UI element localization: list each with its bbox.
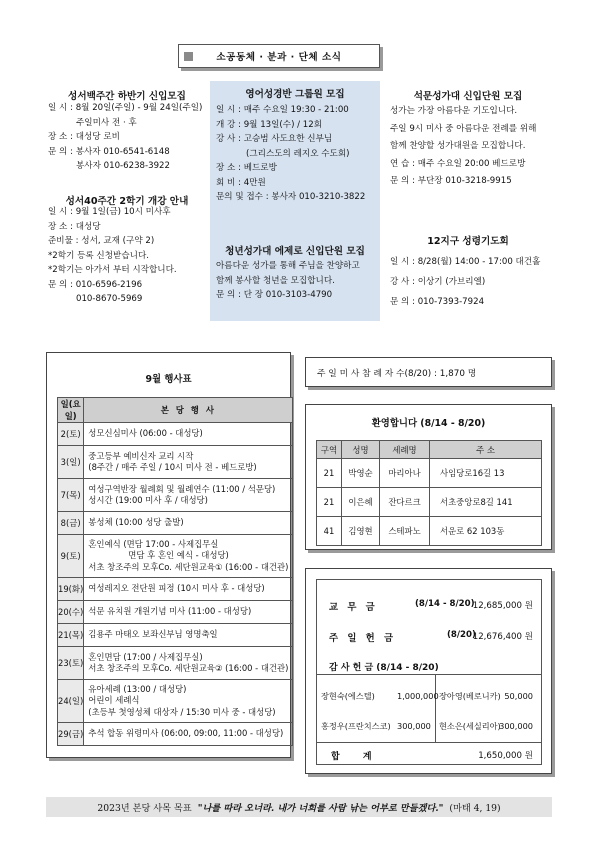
- schedule-day: 2(토): [58, 423, 84, 446]
- table-row: [58, 578, 293, 601]
- footer-prefix: 2023년 본당 사목 목표: [97, 803, 192, 814]
- thanks-donor-amount: 300,000: [499, 721, 533, 731]
- schedule-event-line: 유아세례 (13:00 / 대성당): [88, 683, 187, 694]
- info-line: 주일미사 전 · 후: [76, 117, 137, 128]
- collection-amount: 12,685,000 원: [472, 601, 533, 611]
- schedule-day: 21(목): [58, 624, 84, 647]
- welcome-title: 환영합니다 (8/14 - 8/20): [371, 418, 486, 429]
- table-row: [58, 446, 293, 479]
- info-line: 성가는 가장 아름다운 기도입니다.: [390, 106, 518, 116]
- schedule-day: 23(토): [58, 647, 84, 680]
- schedule-day: 8(금): [58, 512, 84, 535]
- english-bible-title: 영어성경반 그룹원 모집: [245, 89, 345, 100]
- divider: [317, 674, 541, 675]
- cell-address: 서초중앙로8길 141: [430, 488, 542, 517]
- welcome-panel: [305, 404, 552, 550]
- info-line: 아름다운 성가를 통해 주님을 찬양하고: [216, 261, 360, 271]
- info-line: 문의 및 접수 : 봉사자 010-3210-3822: [216, 192, 366, 202]
- schedule-event-line: 서초 창조주의 모후Co. 세단원교육② (16:00 - 대건관): [88, 663, 289, 673]
- footer-quote: "나를 따라 오너라. 내가 너희를 사람 낚는 어부로 만들겠다.": [197, 803, 444, 814]
- cell-district: 21: [317, 459, 342, 488]
- district12-title: 12지구 성령기도회: [427, 236, 509, 247]
- square-bullet-icon: [184, 52, 193, 61]
- schedule-event-line: 성모신심미사 (06:00 - 대성당): [88, 428, 203, 439]
- table-header-row: [58, 398, 293, 423]
- schedule-event-line: 김용주 마태오 보좌신부님 영명축일: [88, 629, 218, 640]
- schedule-day: 19(화): [58, 578, 84, 601]
- info-line: 010-8670-5969: [76, 294, 143, 304]
- info-line: 강 사 : 고승범 사도요한 신부님: [216, 134, 333, 144]
- info-line: 문 의 : 010-7393-7924: [390, 297, 485, 307]
- table-row: [58, 680, 293, 723]
- schedule-event: [84, 479, 293, 512]
- info-line: *2학기는 아가서 부터 시작합니다.: [48, 265, 177, 275]
- schedule-table: [57, 397, 293, 746]
- cell-address: 사임당로16길 13: [430, 459, 542, 488]
- schedule-day: 20(수): [58, 601, 84, 624]
- schedule-event: [84, 578, 293, 601]
- info-line: 일 시 : 8월 20일(주일) - 9월 24일(주일): [48, 103, 203, 113]
- offerings-table: [316, 579, 542, 765]
- info-line: 문 의 : 010-6596-2196: [48, 279, 143, 290]
- thanks-donor-amount: 1,000,000: [397, 691, 439, 701]
- col-day-header: 일(요일): [58, 398, 84, 423]
- footer-banner: [46, 797, 552, 817]
- table-row: [58, 624, 293, 647]
- schedule-panel: [46, 352, 291, 758]
- cell-name: 김영현: [342, 517, 380, 546]
- info-line: 일 시 : 8/28(월) 14:00 - 17:00 대건홀: [390, 257, 541, 267]
- schedule-event-line: 혼인면담 (17:00 / 사제집무실): [88, 651, 203, 662]
- divider: [435, 674, 436, 742]
- info-line: 문 의 : 부단장 010-3218-9915: [390, 176, 512, 186]
- divider: [317, 742, 541, 743]
- thanks-donor-name: 홍정우(프란치스코): [321, 721, 391, 731]
- schedule-day: 7(목): [58, 479, 84, 512]
- schedule-event: [84, 624, 293, 647]
- attendance-label: 주 일 미 사 참 례 자 수(8/20) : 1,870 명: [317, 368, 477, 379]
- schedule-event-line: 성시간 (19:00 미사 후 / 대성당): [88, 495, 208, 505]
- sunday-period: (8/20): [447, 630, 476, 640]
- collection-label: 교 무 금: [329, 602, 378, 613]
- cell-address: 서운로 62 103동: [430, 517, 542, 546]
- cell-district: 41: [317, 517, 342, 546]
- thanks-title: 감 사 헌 금 (8/14 - 8/20): [329, 663, 439, 673]
- table-row: [58, 601, 293, 624]
- schedule-event: [84, 446, 293, 479]
- schedule-day: 9(토): [58, 535, 84, 578]
- section-header: [178, 44, 380, 68]
- info-line: 함께 봉사할 청년을 모집합니다.: [216, 275, 335, 286]
- info-line: 개 강 : 9월 13일(수) / 12회: [216, 119, 323, 130]
- schedule-day: 24(일): [58, 680, 84, 723]
- col-baptismal-header: 세례명: [380, 441, 430, 459]
- col-district-header: 구역: [317, 441, 342, 459]
- thanks-donor-name: 장현숙(에스텔): [321, 691, 375, 701]
- schedule-event-line: 여성레지오 전단원 피정 (10시 미사 후 - 대성당): [88, 583, 265, 594]
- collection-period: (8/14 - 8/20): [415, 599, 475, 609]
- district12-info: [390, 252, 540, 312]
- welcome-table: [316, 440, 542, 546]
- schedule-event-line: 혼인예식 (면담 17:00 - 사제집무실: [88, 538, 219, 549]
- cell-baptismal: 잔다르크: [380, 488, 430, 517]
- info-line: 장 소 : 베드로방: [216, 163, 277, 173]
- cell-baptismal: 스테파노: [380, 517, 430, 546]
- offerings-panel: [305, 568, 552, 774]
- youth-choir-title: 청년성가대 에제로 신입단원 모집: [225, 246, 365, 257]
- schedule-event-line: 봉성체 (10:00 성당 출발): [88, 517, 184, 528]
- schedule-event: [84, 601, 293, 624]
- schedule-event-line: (초등부 첫영성체 대상자 / 15:30 미사 중 - 대성당): [88, 706, 276, 717]
- schedule-day: 3(일): [58, 446, 84, 479]
- schedule-event-line: (8주간 / 매주 주일 / 10시 미사 전 - 베드로방): [88, 462, 257, 472]
- thanks-donor-name: 장아영(베로니카): [439, 691, 501, 701]
- schedule-title: 9월 행사표: [145, 374, 192, 385]
- schedule-event-line: 어린이 세례식: [88, 695, 140, 706]
- info-line: 장 소 : 대성당 로비: [48, 132, 120, 142]
- footer-ref: (마태 4, 19): [449, 803, 501, 814]
- schedule-event-line: 추석 합동 위령미사 (06:00, 09:00, 11:00 - 대성당): [88, 728, 284, 739]
- info-line: 회 비 : 4만원: [216, 177, 266, 188]
- schedule-day: 29(금): [58, 723, 84, 746]
- thanks-donor-amount: 300,000: [397, 721, 431, 731]
- table-header-row: [317, 441, 542, 459]
- info-line: 봉사자 010-6238-3922: [76, 161, 170, 171]
- schedule-event: [84, 647, 293, 680]
- cell-name: 이은혜: [342, 488, 380, 517]
- thanks-donor-name: 현소은(세실리아): [439, 721, 501, 731]
- cell-name: 박영순: [342, 459, 380, 488]
- schedule-event: [84, 512, 293, 535]
- section-header-title: 소공동체 · 분과 · 단체 소식: [216, 52, 342, 63]
- table-row: [58, 647, 293, 680]
- info-line: 일 시 : 매주 수요일 19:30 - 21:00: [216, 105, 349, 115]
- col-name-header: 성명: [342, 441, 380, 459]
- cell-district: 21: [317, 488, 342, 517]
- info-line: 문 의 : 봉사자 010-6541-6148: [48, 146, 170, 157]
- schedule-event-line: 중고등부 예비신자 교리 시작: [88, 450, 194, 461]
- table-row: [317, 517, 542, 546]
- table-row: [58, 479, 293, 512]
- schedule-event: [84, 723, 293, 746]
- sunday-label: 주 일 헌 금: [329, 633, 397, 644]
- col-event-header: 본 당 행 사: [84, 398, 293, 423]
- seokmun-choir-info: [390, 103, 536, 191]
- info-line: 주일 9시 미사 중 아름다운 전례를 위해: [390, 123, 537, 134]
- total-label: 합 계: [331, 752, 382, 762]
- info-line: 연 습 : 매주 수요일 20:00 베드로방: [390, 158, 526, 169]
- total-amount: 1,650,000 원: [478, 751, 533, 761]
- bible40-info: [48, 205, 177, 307]
- youth-choir-info: [216, 259, 360, 303]
- seokmun-choir-title: 석문성가대 신입단원 모집: [413, 91, 523, 102]
- schedule-event-line: 여성구역반장 월례회 및 월례연수 (11:00 / 석문당): [88, 483, 276, 494]
- info-line: 강 사 : 이상기 (가브리엘): [390, 277, 486, 287]
- info-line: 장 소 : 대성당: [48, 221, 101, 232]
- sunday-amount: 12,676,400 원: [472, 632, 533, 642]
- info-line: 함께 찬양할 성가대원을 모집합니다.: [390, 141, 526, 151]
- info-line: 일 시 : 9월 1일(금) 10시 미사후: [48, 207, 171, 217]
- col-address-header: 주 소: [430, 441, 542, 459]
- bible-week-title: 성서백주간 하반기 신입모집: [68, 91, 186, 102]
- schedule-event-line: 석문 유치원 개원기념 미사 (11:00 - 대성당): [88, 606, 252, 617]
- info-line: 준비물 : 성서, 교재 (구약 2): [48, 236, 155, 246]
- schedule-event: [84, 535, 293, 578]
- bible-week-info: [48, 101, 202, 174]
- table-row: [58, 723, 293, 746]
- table-row: [317, 488, 542, 517]
- info-line: 문 의 : 단 장 010-3103-4790: [216, 290, 333, 300]
- info-line: *2학기 등록 신청받습니다.: [48, 250, 149, 261]
- cell-baptismal: 마리아나: [380, 459, 430, 488]
- thanks-donor-amount: 50,000: [504, 691, 533, 701]
- table-row: [58, 512, 293, 535]
- schedule-event: [84, 423, 293, 446]
- schedule-event-line: 면담 후 혼인 예식 - 대성당): [128, 550, 229, 561]
- info-line: (그리스도의 레지오 수도회): [246, 148, 350, 159]
- table-row: [317, 459, 542, 488]
- attendance-box: [305, 357, 552, 387]
- schedule-event: [84, 680, 293, 723]
- table-row: [58, 423, 293, 446]
- schedule-event-line: 서초 창조주의 모후Co. 세단원교육① (16:00 - 대건관): [88, 561, 289, 572]
- table-row: [58, 535, 293, 578]
- bible40-title: 성서40주간 2학기 개강 안내: [65, 196, 189, 207]
- english-bible-info: [216, 103, 365, 205]
